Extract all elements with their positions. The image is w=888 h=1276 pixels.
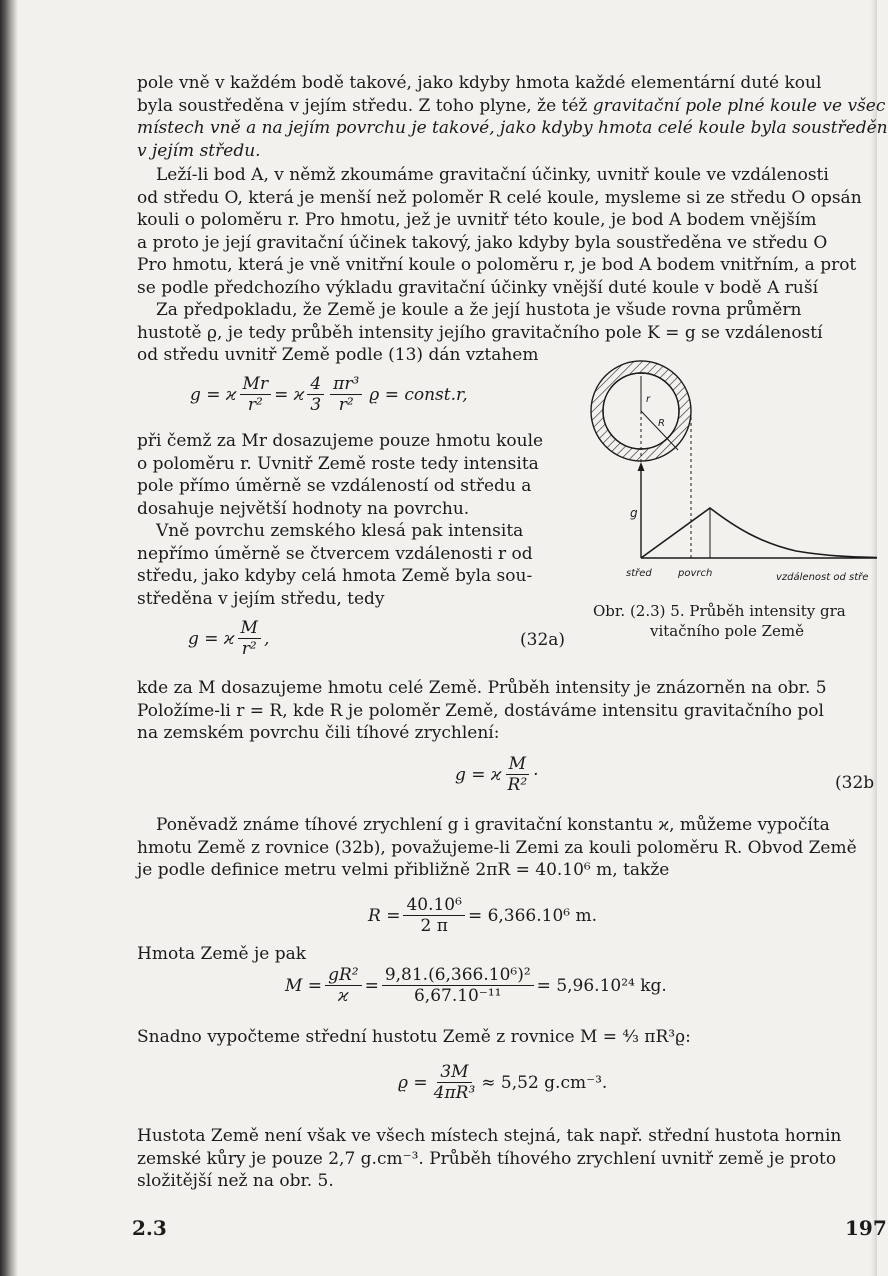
- text-line: hustotě ϱ, je tedy průběh intensity jejího gravitačního pole K = g se vzdáleností: [137, 322, 823, 343]
- text-line: hmotu Země z rovnice (32b), považujeme-li Zemi za kouli poloměru R. Obvod Země: [137, 837, 857, 858]
- paragraph-7: [137, 814, 877, 882]
- text-line: pole přímo úměrně se vzdáleností od středu a: [137, 476, 532, 496]
- text-line: složitější než na obr. 5.: [137, 1171, 334, 1191]
- label-distance: vzdálenost od stře: [776, 572, 869, 583]
- label-g-axis: g: [630, 506, 638, 520]
- text-line: na zemském povrchu čili tíhové zrychlení:: [137, 723, 500, 743]
- equation-mass: M = $\frac{\text{gR²}}{ϰ}$ = $\frac{\text{9,81.(6,366.10⁶)²}}{\text{6,67.10⁻¹¹}}$ = 5,96.10²⁴ kg.: [285, 965, 667, 1006]
- figure-gravity-intensity: [586, 358, 877, 590]
- intensity-curve: [641, 508, 877, 558]
- text-line: středu, jako kdyby celá hmota Země byla sou-: [137, 566, 533, 586]
- equation-32b: g = ϰ $\frac{M}{\text{R²}}$ ·: [455, 754, 539, 795]
- paragraph-9: Snadno vypočteme střední hustotu Země z rovnice M = ⁴⁄₃ πR³ϱ:: [137, 1027, 691, 1047]
- text-line: kouli o poloměru r. Pro hmotu, jež je uvnitř této koule, je bod A bodem vnějším: [137, 210, 817, 230]
- paragraph-4: [137, 430, 577, 520]
- paragraph-6: [137, 677, 877, 745]
- paragraph-10: [137, 1125, 877, 1193]
- text-line: pole vně v každém bodě takové, jako kdyby hmota každé elementární duté koul: [137, 73, 822, 93]
- figure-caption: Obr. (2.3) 5. Průběh intensity gra vitačního pole Země: [593, 602, 846, 640]
- text-line: o poloměru r. Uvnitř Země roste tedy intensita: [137, 453, 539, 474]
- text-line: Pro hmotu, která je vně vnitřní koule o poloměru r, je bod A bodem vnitřním, a prot: [137, 255, 857, 275]
- label-R: R: [658, 418, 665, 429]
- text-line: a proto je její gravitační účinek takový, jako kdyby byla soustředěna ve středu O: [137, 232, 828, 253]
- text-line: byla soustředěna v jejím středu. Z toho plyne, že též gravitační pole plné koule ve všec: [137, 95, 886, 116]
- section-number: 2.3: [132, 1216, 167, 1240]
- text-line: kde za M dosazujeme hmotu celé Země. Průběh intensity je znázorněn na obr. 5: [137, 678, 827, 698]
- text-line: Za předpokladu, že Země je koule a že její hustota je všude rovna průměrn: [156, 300, 802, 320]
- equation-1: g = ϰ $\frac{Mr}{\text{r²}}$ = ϰ $\frac{4}{3}$ $\frac{\text{πr³}}{\text{r²}}$ ϱ = const.r,: [190, 374, 468, 415]
- label-r: r: [646, 394, 651, 405]
- equation-density: ϱ = $\frac{3M}{\text{4πR³}}$ ≈ 5,52 g.cm⁻³.: [398, 1062, 608, 1103]
- paragraph-8: Hmota Země je pak: [137, 944, 307, 964]
- figure-drawing: [586, 358, 877, 590]
- paragraph-5: [137, 520, 577, 610]
- equation-label-32b: (32b: [835, 773, 875, 793]
- text-line: Poněvadž známe tíhové zrychlení g i gravitační konstantu ϰ, můžeme vypočíta: [156, 815, 830, 835]
- text-line: je podle definice metru velmi přibližně 2πR = 40.10⁶ m, takže: [137, 860, 670, 880]
- label-surface: povrch: [678, 568, 713, 579]
- text-line: středěna v jejím středu, tedy: [137, 588, 385, 609]
- text-line: při čemž za Mr dosazujeme pouze hmotu koule: [137, 431, 544, 451]
- text-line: Leží-li bod A, v němž zkoumáme gravitační účinky, uvnitř koule ve vzdálenosti: [156, 165, 829, 185]
- text-line: Hustota Země není však ve všech místech stejná, tak např. střední hustota hornin: [137, 1126, 842, 1146]
- text-line: od středu uvnitř Země podle (13) dán vztahem: [137, 345, 539, 365]
- text-line: od středu O, která je menší než poloměr R celé koule, mysleme si ze středu O opsán: [137, 187, 862, 208]
- paragraph-3: [137, 299, 877, 367]
- paragraph-2: [137, 164, 877, 299]
- equation-label-32a: (32a): [520, 630, 566, 650]
- equation-radius: R = $\frac{\text{40.10⁶}}{2 \pi}$ = 6,366.10⁶ m.: [368, 895, 598, 936]
- text-line: se podle předchozího výkladu gravitační účinky vnější duté koule v bodě A ruší: [137, 277, 819, 298]
- text-line: v jejím středu.: [137, 140, 261, 161]
- book-binding-shadow: [0, 0, 18, 1276]
- text-line: dosahuje největší hodnoty na povrchu.: [137, 498, 470, 519]
- text-line: nepřímo úměrně se čtvercem vzdálenosti r od: [137, 543, 533, 564]
- text-line: Vně povrchu zemského klesá pak intensita: [156, 521, 524, 541]
- text-line: místech vně a na jejím povrchu je takové, jako kdyby hmota celé koule byla soustředěn: [137, 118, 888, 138]
- text-line: zemské kůry je pouze 2,7 g.cm⁻³. Průběh tíhového zrychlení uvnitř země je proto: [137, 1148, 837, 1169]
- page-number: 197: [845, 1216, 887, 1240]
- paragraph-1: [137, 72, 888, 162]
- text-line: Položíme-li r = R, kde R je poloměr Země, dostáváme intensitu gravitačního pol: [137, 700, 824, 721]
- label-center: střed: [626, 568, 652, 579]
- equation-32a: g = ϰ $\frac{M}{\text{r²}}$ ,: [188, 618, 270, 659]
